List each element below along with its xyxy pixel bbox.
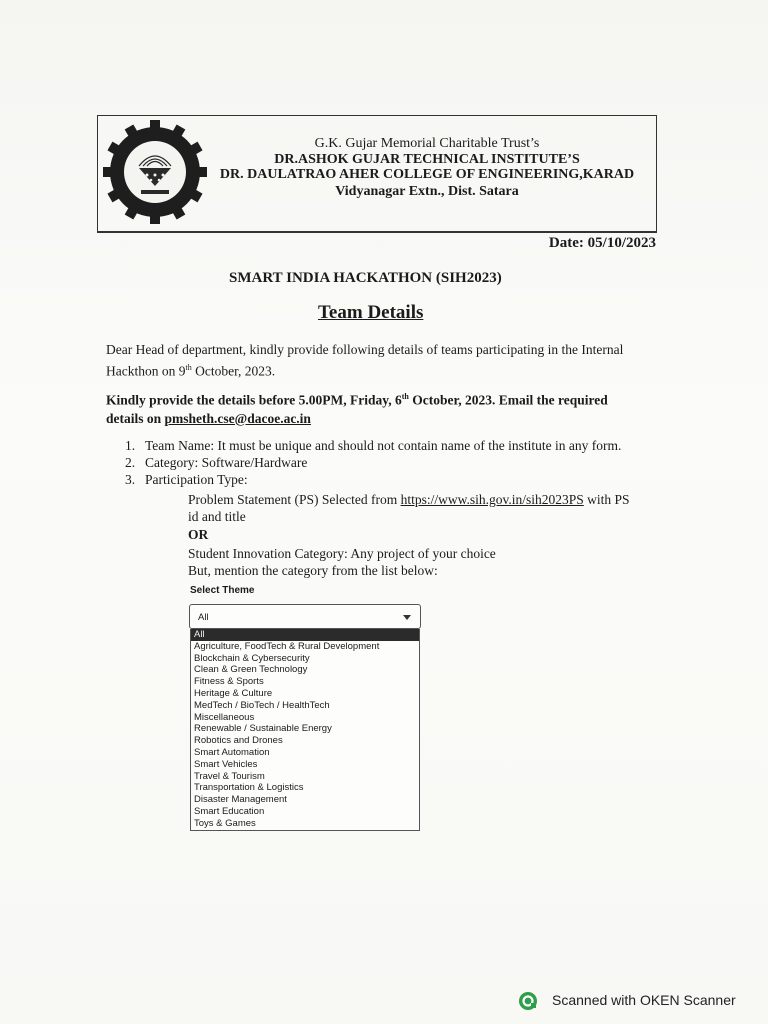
theme-option[interactable]: All xyxy=(191,629,419,641)
theme-option[interactable]: Heritage & Culture xyxy=(194,687,273,699)
list-item xyxy=(125,437,621,454)
list-item-number: 1. xyxy=(125,438,136,453)
contact-email-link[interactable]: pmsheth.cse@dacoe.ac.in xyxy=(164,410,311,426)
chevron-down-icon[interactable] xyxy=(403,615,411,620)
theme-select-value: All xyxy=(198,612,209,623)
theme-option[interactable]: Miscellaneous xyxy=(194,711,255,723)
theme-option[interactable]: Transportation & Logistics xyxy=(194,782,304,794)
theme-option[interactable]: MedTech / BioTech / HealthTech xyxy=(194,699,330,711)
college-name: DR. DAULATRAO AHER COLLEGE OF ENGINEERING,KARAD xyxy=(219,167,635,182)
theme-option[interactable]: Smart Vehicles xyxy=(194,758,258,770)
theme-option[interactable]: Robotics and Drones xyxy=(194,735,283,747)
scanner-watermark-text: Scanned with OKEN Scanner xyxy=(552,992,736,1008)
intro-text: Dear Head of department, kindly provide following details of teams participating in the Internal Hackthon on 9 xyxy=(106,342,624,379)
theme-option[interactable]: Clean & Green Technology xyxy=(194,664,308,676)
deadline-superscript: th xyxy=(401,392,409,401)
institute-name: DR.ASHOK GUJAR TECHNICAL INSTITUTE’S xyxy=(274,152,580,167)
theme-select[interactable] xyxy=(189,604,421,629)
list-item-text: Participation Type: xyxy=(145,472,248,487)
list-item-text: Team Name: It must be unique and should not contain name of the institute in any form. xyxy=(145,438,622,453)
deadline-text: Kindly provide the details before 5.00PM, Friday, 6 xyxy=(106,392,402,408)
oken-scanner-icon xyxy=(518,991,538,1011)
theme-option[interactable]: Travel & Tourism xyxy=(194,770,265,782)
ps-text-end: with PS xyxy=(583,492,630,507)
event-title: SMART INDIA HACKATHON (SIH2023) xyxy=(229,270,502,286)
document-title: Team Details xyxy=(318,302,424,323)
mention-category-line: But, mention the category from the list below: xyxy=(188,563,438,578)
sih-ps-link[interactable]: https://www.sih.gov.in/sih2023PS xyxy=(400,492,584,507)
student-innovation-line: Student Innovation Category: Any project of your choice xyxy=(188,546,496,561)
scanner-watermark xyxy=(518,990,764,1012)
theme-dropdown-list xyxy=(190,629,420,831)
theme-option[interactable]: Smart Education xyxy=(194,805,265,817)
deadline-paragraph xyxy=(106,388,646,428)
theme-option[interactable]: Toys & Games xyxy=(194,817,256,829)
intro-text-end: October, 2023. xyxy=(191,363,276,379)
select-theme-label: Select Theme xyxy=(190,585,255,596)
theme-option[interactable]: Disaster Management xyxy=(194,794,287,806)
list-item-number: 3. xyxy=(125,472,136,487)
document-date: Date: 05/10/2023 xyxy=(548,235,656,251)
intro-paragraph xyxy=(106,341,646,381)
trust-name: G.K. Gujar Memorial Charitable Trust’s xyxy=(314,136,540,151)
theme-option[interactable]: Fitness & Sports xyxy=(194,676,264,688)
theme-option[interactable]: Blockchain & Cybersecurity xyxy=(194,652,310,664)
theme-option[interactable]: Agriculture, FoodTech & Rural Development xyxy=(194,640,380,652)
list-item xyxy=(125,454,307,471)
problem-statement-line-2: id and title xyxy=(188,509,246,524)
intro-superscript: th xyxy=(185,363,192,372)
deadline-text-mid: October, 2023. Email the required details on xyxy=(106,392,608,426)
list-item xyxy=(125,471,248,488)
list-item-text: Category: Software/Hardware xyxy=(145,455,308,470)
theme-option[interactable]: Renewable / Sustainable Energy xyxy=(194,723,332,735)
problem-statement-line xyxy=(188,491,630,508)
list-item-number: 2. xyxy=(125,455,136,470)
theme-option[interactable]: Smart Automation xyxy=(194,746,270,758)
college-address: Vidyanagar Extn., Dist. Satara xyxy=(335,184,519,199)
college-logo-gear-icon xyxy=(103,120,207,224)
or-separator: OR xyxy=(188,527,209,542)
ps-text: Problem Statement (PS) Selected from xyxy=(188,492,401,507)
